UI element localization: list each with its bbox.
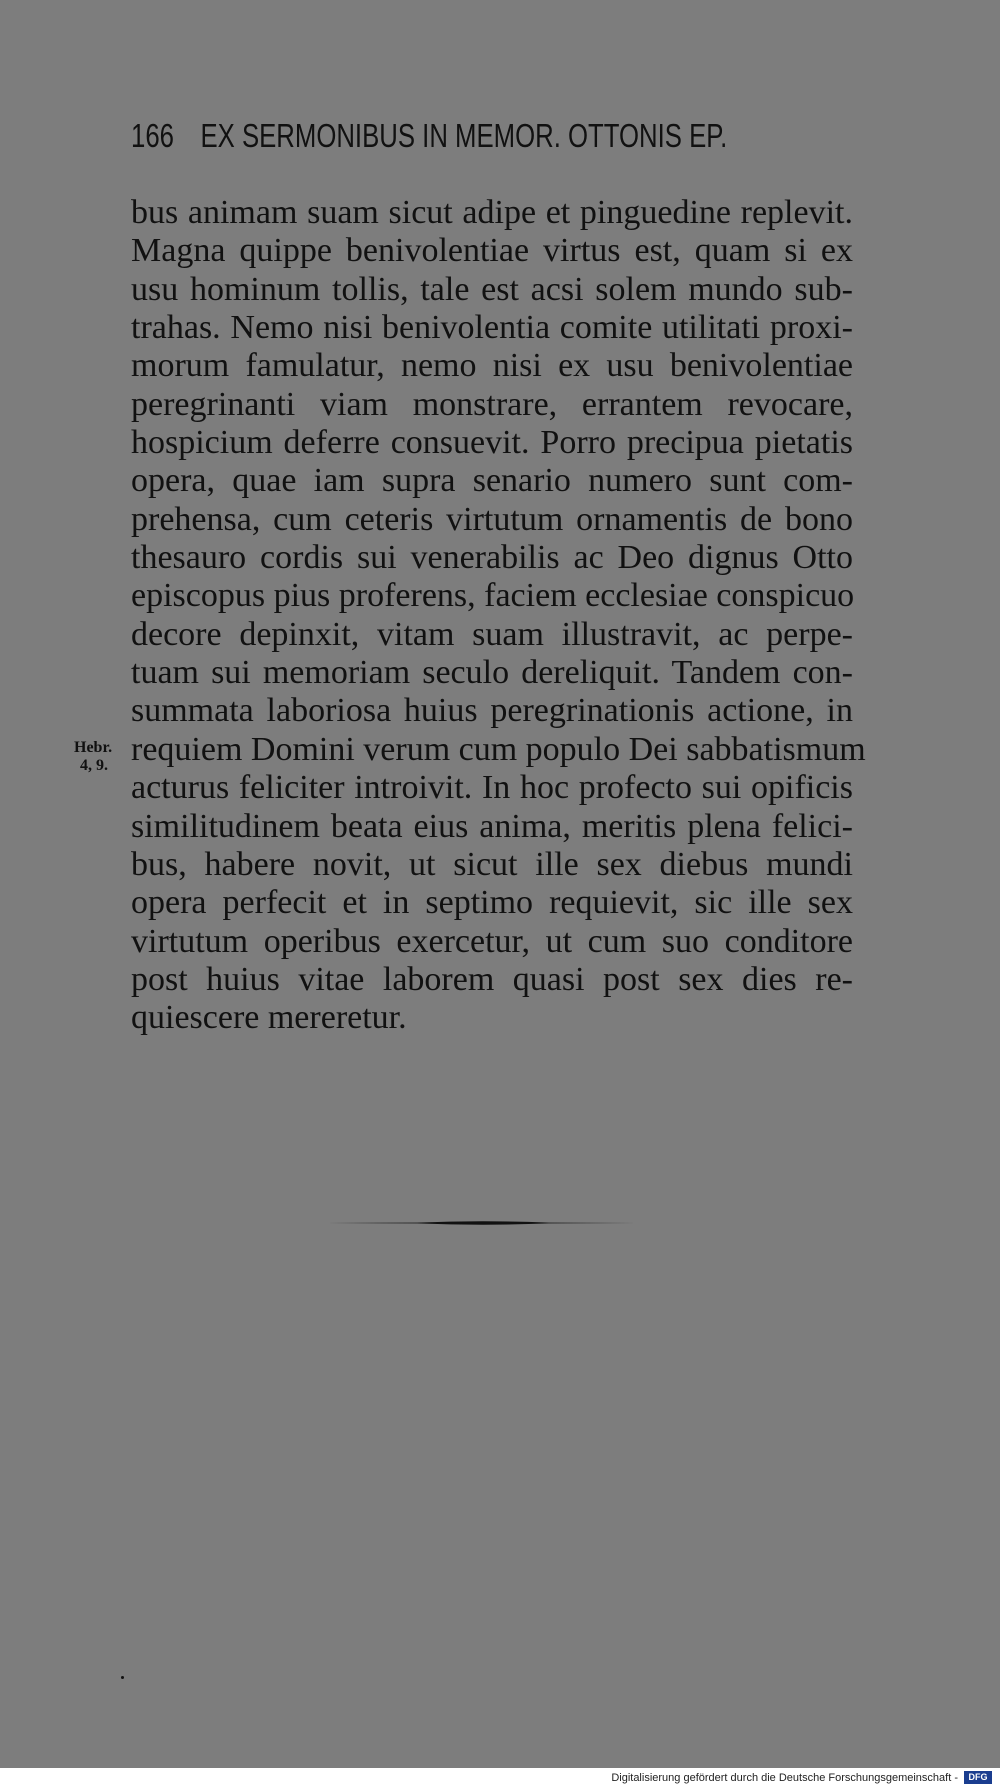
margin-note-book: Hebr. bbox=[74, 739, 113, 756]
text-line: summata laboriosa huius peregrinationis actione, in bbox=[131, 692, 853, 730]
text-line: tuam sui memoriam seculo dereliquit. Tandem con- bbox=[131, 654, 853, 692]
margin-note-verse: 4, 9. bbox=[80, 757, 108, 774]
text-line: peregrinanti viam monstrare, errantem revocare, bbox=[131, 385, 853, 423]
body-text bbox=[131, 194, 866, 1038]
running-header bbox=[131, 116, 728, 156]
text-line: post huius vitae laborem quasi post sex dies re- bbox=[131, 960, 853, 998]
dfg-logo: DFG bbox=[964, 1771, 992, 1784]
text-line: hospicium deferre consuevit. Porro precipua pietatis bbox=[131, 424, 853, 462]
margin-note bbox=[74, 739, 124, 775]
text-line: opera, quae iam supra senario numero sunt com- bbox=[131, 462, 853, 500]
text-line: Magna quippe benivolentiae virtus est, quam si ex bbox=[131, 232, 853, 270]
text-line: thesauro cordis sui venerabilis ac Deo dignus Otto bbox=[131, 539, 853, 577]
text-line: episcopus pius proferens, faciem ecclesiae conspicuo bbox=[131, 577, 855, 615]
text-line: acturus feliciter introivit. In hoc profecto sui opificis bbox=[131, 769, 853, 807]
text-line: bus, habere novit, ut sicut ille sex diebus mundi bbox=[131, 845, 853, 883]
footer-credit: Digitalisierung gefördert durch die Deutsche Forschungsgemeinschaft - bbox=[611, 1772, 958, 1784]
ornament-rule bbox=[327, 1220, 639, 1226]
text-line: virtutum operibus exercetur, ut cum suo conditore bbox=[131, 922, 853, 960]
text-line: usu hominum tollis, tale est acsi solem mundo sub- bbox=[131, 270, 853, 308]
text-line: morum famulatur, nemo nisi ex usu benivolentiae bbox=[131, 347, 853, 385]
page-number: 166 bbox=[131, 117, 174, 154]
text-line: requiem Domini verum cum populo Dei sabbatismum bbox=[131, 730, 866, 768]
text-line: bus animam suam sicut adipe et pinguedine replevit. bbox=[131, 194, 853, 231]
text-line: decore depinxit, vitam suam illustravit, ac perpe- bbox=[131, 615, 853, 653]
text-line: prehensa, cum ceteris virtutum ornamentis de bono bbox=[131, 500, 853, 538]
text-line: similitudinem beata eius anima, meritis plena felici- bbox=[131, 807, 853, 845]
ink-speck bbox=[121, 1676, 124, 1679]
text-line: opera perfecit et in septimo requievit, sic ille sex bbox=[131, 884, 853, 922]
running-title: EX SERMONIBUS IN MEMOR. OTTONIS EP. bbox=[200, 117, 728, 154]
text-line: quiescere mereretur. bbox=[131, 999, 407, 1037]
text-line: trahas. Nemo nisi benivolentia comite utilitati proxi- bbox=[131, 309, 853, 347]
